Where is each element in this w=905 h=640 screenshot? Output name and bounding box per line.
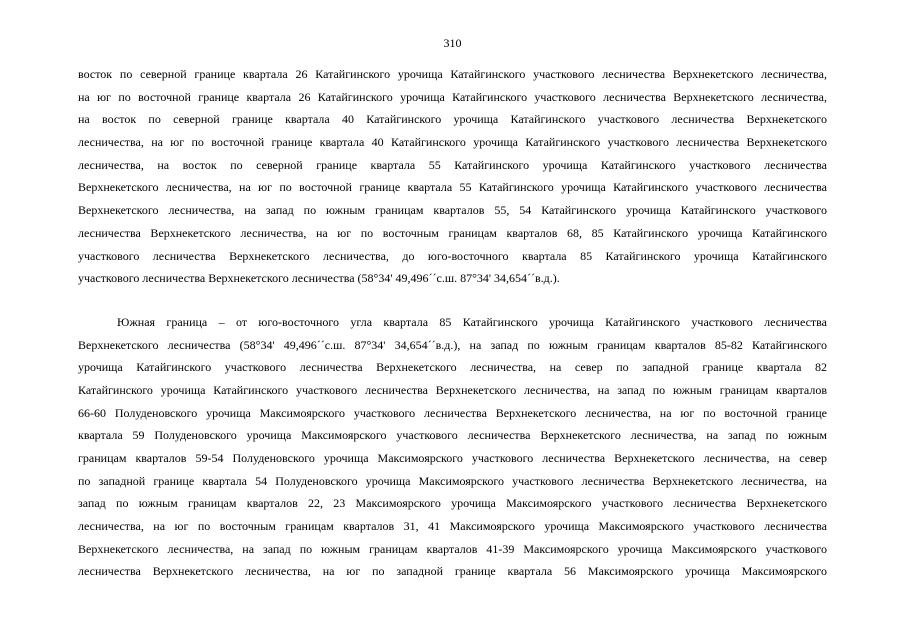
paragraph-south-boundary — [78, 311, 827, 583]
page-number: 310 — [443, 36, 462, 50]
text-line: на юг по восточной границе квартала 26 Катайгинского урочища Катайгинского участкового лесничества Верхнекетского лесничества, — [78, 89, 827, 104]
text-line: лесничества, на восток по северной границе квартала 55 Катайгинского урочища Катайгинского участкового лесничества — [78, 157, 827, 172]
text-line: Катайгинского урочища Катайгинского участкового лесничества Верхнекетского лесничества, на запад по южным границам кварталов — [78, 382, 827, 397]
text-line: участкового лесничества Верхнекетского лесничества (58°34' 49,496´´с.ш. 87°34' 34,654´´в.д.). — [78, 271, 560, 286]
text-line: участкового лесничества Верхнекетского лесничества, до юго-восточного квартала 85 Катайгинского урочища Катайгинского — [78, 248, 827, 263]
text-line: лесничества Верхнекетского лесничества, на юг по западной границе квартала 56 Максимоярского урочища Максимоярского — [78, 564, 827, 579]
text-line: Верхнекетского лесничества (58°34' 49,496´´с.ш. 87°34' 34,654´´в.д.), на запад по южным границам кварталов 85-82 Катайгинского — [78, 337, 827, 352]
text-line: лесничества, на юг по восточной границе квартала 40 Катайгинского урочища Катайгинского участкового лесничества Верхнекетского — [78, 135, 827, 150]
document-body — [78, 63, 827, 583]
text-line: лесничества Верхнекетского лесничества, на юг по восточным границам кварталов 68, 85 Катайгинского урочища Катайгинского — [78, 225, 827, 240]
text-line: лесничества, на юг по восточным границам кварталов 31, 41 Максимоярского урочища Максимоярского участкового лесничества — [78, 519, 827, 534]
text-line: по западной границе квартала 54 Полуденовского урочища Максимоярского участкового лесничества Верхнекетского лесничества, на — [78, 473, 827, 488]
text-line: квартала 59 Полуденовского урочища Максимоярского участкового лесничества Верхнекетского лесничества, на запад по южным — [78, 428, 827, 443]
text-line: Южная граница – от юго-восточного угла квартала 85 Катайгинского урочища Катайгинского участкового лесничества — [117, 314, 827, 329]
text-line: Верхнекетского лесничества, на запад по южным границам кварталов 41-39 Максимоярского урочища Максимоярского участкового — [78, 541, 827, 556]
text-line: Верхнекетского лесничества, на юг по восточной границе квартала 55 Катайгинского урочища Катайгинского участкового лесничества — [78, 180, 827, 195]
text-line: восток по северной границе квартала 26 Катайгинского урочища Катайгинского участкового лесничества Верхнекетского лесничества, — [78, 67, 827, 81]
text-line: на восток по северной границе квартала 40 Катайгинского урочища Катайгинского участкового лесничества Верхнекетского — [78, 112, 827, 127]
text-line: 66-60 Полуденовского урочища Максимоярского участкового лесничества Верхнекетского лесничества, на юг по восточной границе — [78, 405, 827, 420]
paragraph-gap — [78, 290, 827, 311]
text-line: запад по южным границам кварталов 22, 23 Максимоярского урочища Максимоярского участкового лесничества Верхнекетского — [78, 496, 827, 511]
text-line: урочища Катайгинского участкового лесничества Верхнекетского лесничества, на север по западной границе квартала 82 — [78, 360, 827, 375]
text-line: Верхнекетского лесничества, на запад по южным границам кварталов 55, 54 Катайгинского урочища Катайгинского участкового — [78, 203, 827, 218]
text-line: границам кварталов 59-54 Полуденовского урочища Максимоярского участкового лесничества Верхнекетского лесничества, на север — [78, 451, 827, 465]
paragraph-north-east-boundary — [78, 63, 827, 290]
